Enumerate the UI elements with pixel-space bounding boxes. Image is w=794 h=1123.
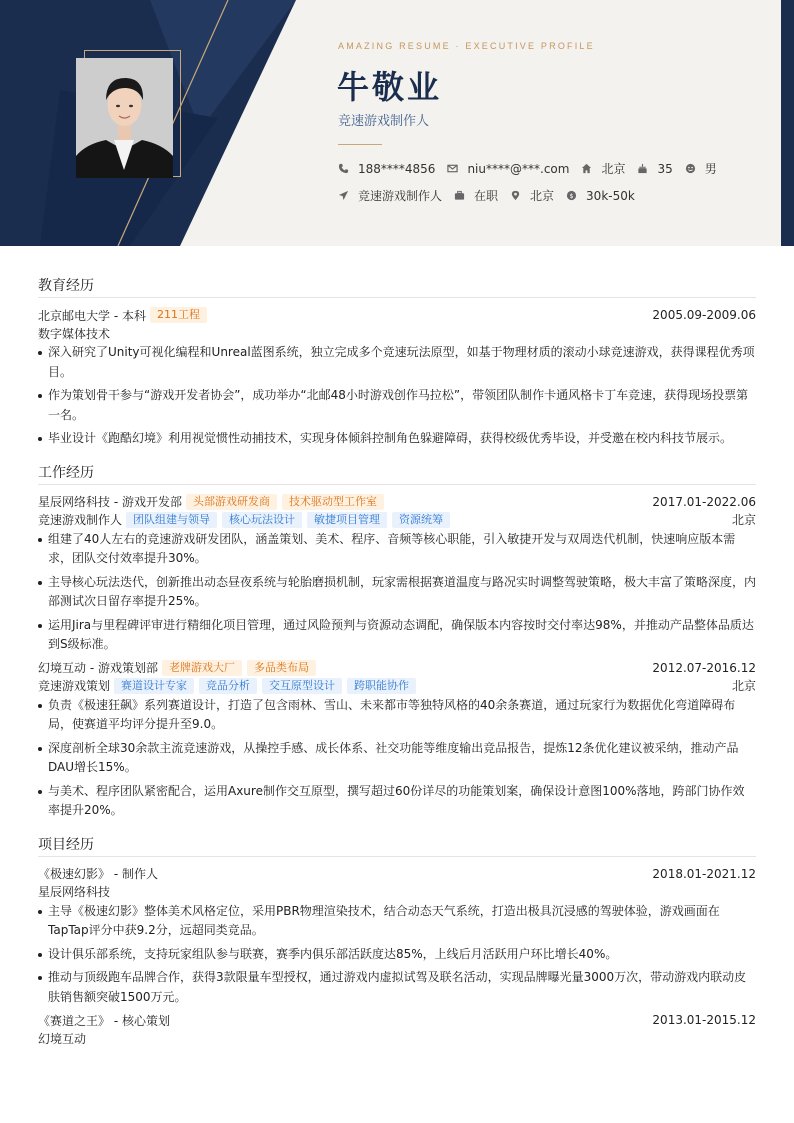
- skill-tag: 竞品分析: [199, 678, 257, 694]
- expected-salary: [566, 189, 635, 203]
- work-entry: [38, 659, 756, 821]
- position-name: 竞速游戏策划: [38, 679, 111, 693]
- header-tagline: AMAZING RESUME · EXECUTIVE PROFILE: [338, 41, 595, 51]
- project-org-line: [38, 1029, 756, 1047]
- list-item: 深度剖析全球30余款主流竞速游戏，从操控手感、成长体系、社交功能等维度输出竞品报告，提炼12条优化建议被采纳，推动产品DAU增长15%。: [38, 739, 756, 778]
- education-major-line: [38, 324, 756, 342]
- home-text: 北京: [601, 162, 626, 176]
- list-item: 推动与顶级跑车品牌合作，获得3款限量车型授权，通过游戏内虚拟试驾及联名活动，实现品牌曝光量3000万次，带动游戏内联动皮肤销售额突破1500万元。: [38, 968, 756, 1007]
- candidate-role: 竞速游戏制作人: [338, 114, 430, 129]
- skill-tag: 交互原型设计: [262, 678, 342, 694]
- project-header: [38, 1011, 756, 1029]
- project-date: 2013.01-2015.12: [652, 1013, 756, 1027]
- work-company-line: [38, 659, 756, 677]
- target-city-text: 北京: [530, 189, 555, 203]
- skill-tag: 敏捷项目管理: [307, 512, 387, 528]
- project-entry: [38, 1011, 756, 1047]
- contact-gender: [685, 160, 717, 177]
- resume-content: [38, 276, 756, 1061]
- project-entry: [38, 865, 756, 1008]
- project-name: 《赛道之王》 - 核心策划: [38, 1013, 170, 1028]
- contact-row-1: [338, 160, 729, 177]
- company-name: 幻境互动 - 游戏策划部: [38, 661, 158, 675]
- contact-home: [581, 160, 625, 177]
- work-date: 2012.07-2016.12: [652, 660, 756, 675]
- education-title: 教育经历: [38, 276, 756, 298]
- skill-tag: 团队组建与领导: [126, 512, 217, 528]
- project-name: 《极速幻影》 - 制作人: [38, 867, 158, 881]
- send-icon: [338, 190, 349, 201]
- major: 数字媒体技术: [38, 326, 111, 341]
- company-tag: 头部游戏研发商: [186, 494, 277, 510]
- job-status-text: 在职: [474, 189, 499, 203]
- work-title: 工作经历: [38, 463, 756, 485]
- home-icon: [581, 163, 592, 174]
- education-section: [38, 276, 756, 449]
- contact-age: [637, 162, 672, 176]
- email-text: niu****@***.com: [467, 161, 570, 176]
- list-item: 运用Jira与里程碑评审进行精细化项目管理，通过风险预判与资源动态调配，确保版本内容按时交付率达98%，并推动产品整体品质达到S级标准。: [38, 616, 756, 655]
- education-header: [38, 306, 756, 324]
- salary-icon: [566, 190, 577, 201]
- avatar: [76, 58, 173, 178]
- briefcase-icon: [454, 190, 465, 201]
- work-position-line: [38, 511, 756, 529]
- project-bullets: [38, 902, 756, 1008]
- company-name: 星辰网络科技 - 游戏开发部: [38, 495, 182, 509]
- project-org-line: [38, 883, 756, 901]
- skill-tag: 跨职能协作: [347, 678, 416, 694]
- school-tag: 211工程: [150, 307, 207, 323]
- smile-icon: [685, 163, 696, 174]
- work-date: 2017.01-2022.06: [652, 494, 756, 509]
- list-item: 与美术、程序团队紧密配合，运用Axure制作交互原型，撰写超过60份详尽的功能策划案，确保设计意图100%落地，跨部门协作效率提升20%。: [38, 782, 756, 821]
- project-header: [38, 865, 756, 883]
- list-item: 毕业设计《跑酷幻境》利用视觉惯性动捕技术，实现身体倾斜控制角色躲避障碍，获得校级优秀毕设，并受邀在校内科技节展示。: [38, 429, 756, 449]
- target-position: [338, 187, 442, 204]
- target-position-text: 竞速游戏制作人: [358, 189, 443, 203]
- cake-icon: [637, 163, 648, 174]
- age-text: 35: [657, 161, 673, 176]
- phone-icon: [338, 163, 349, 174]
- project-org: 星辰网络科技: [38, 885, 111, 899]
- projects-title: 项目经历: [38, 835, 756, 857]
- company-tag: 技术驱动型工作室: [282, 494, 384, 510]
- target-city: [510, 187, 554, 204]
- location-pin-icon: [510, 190, 521, 201]
- skill-tag: 资源统筹: [392, 512, 450, 528]
- contact-email: [447, 162, 569, 176]
- work-bullets: [38, 696, 756, 821]
- skill-tag: 赛道设计专家: [114, 678, 194, 694]
- list-item: 主导核心玩法迭代，创新推出动态昼夜系统与轮胎磨损机制，玩家需根据赛道温度与路况实时调整驾驶策略，极大丰富了策略深度，内部测试次日留存率提升25%。: [38, 573, 756, 612]
- gender-text: 男: [704, 162, 717, 176]
- phone-text: 188****4856: [358, 161, 436, 176]
- company-tag: 多品类布局: [247, 660, 316, 676]
- contact-row-2: [338, 187, 647, 204]
- list-item: 组建了40人左右的竞速游戏研发团队，涵盖策划、美术、程序、音频等核心职能，引入敏捷开发与双周迭代机制，快速响应版本需求，团队交付效率提升30%。: [38, 530, 756, 569]
- work-city: 北京: [731, 513, 756, 527]
- skill-tag: 核心玩法设计: [222, 512, 302, 528]
- company-tag: 老牌游戏大厂: [162, 660, 242, 676]
- project-org: 幻境互动: [38, 1031, 87, 1046]
- expected-salary-text: 30k-50k: [586, 188, 635, 203]
- list-item: 设计俱乐部系统，支持玩家组队参与联赛，赛季内俱乐部活跃度达85%，上线后月活跃用户环比增长40%。: [38, 945, 756, 965]
- list-item: 作为策划骨干参与“游戏开发者协会”，成功举办“北邮48小时游戏创作马拉松”，带领团队制作卡通风格卡丁车竞速，获得现场投票第一名。: [38, 386, 756, 425]
- job-status: [454, 187, 498, 204]
- candidate-name: 牛敬业: [337, 68, 443, 106]
- list-item: 主导《极速幻影》整体美术风格定位，采用PBR物理渲染技术，结合动态天气系统，打造出极具沉浸感的驾驶体验，游戏画面在TapTap评分中获9.2分，远超同类竞品。: [38, 902, 756, 941]
- resume-header: [0, 0, 794, 246]
- projects-section: [38, 835, 756, 1048]
- gold-divider: [338, 144, 382, 145]
- project-date: 2018.01-2021.12: [652, 866, 756, 881]
- header-right-bar: [781, 0, 794, 246]
- work-city: 北京: [731, 679, 756, 693]
- school-name: 北京邮电大学 - 本科: [38, 308, 146, 323]
- list-item: 深入研究了Unity可视化编程和Unreal蓝图系统，独立完成多个竞速玩法原型，如基于物理材质的滚动小球竞速游戏，获得课程优秀项目。: [38, 343, 756, 382]
- education-bullets: [38, 343, 756, 449]
- work-section: [38, 463, 756, 821]
- work-bullets: [38, 530, 756, 655]
- education-date: 2005.09-2009.06: [652, 308, 756, 322]
- work-entry: [38, 493, 756, 655]
- contact-phone: [338, 162, 435, 176]
- position-name: 竞速游戏制作人: [38, 513, 123, 527]
- svg-text:$: $: [569, 191, 574, 200]
- work-company-line: [38, 493, 756, 511]
- work-position-line: [38, 677, 756, 695]
- list-item: 负责《极速狂飙》系列赛道设计，打造了包含雨林、雪山、未来都市等独特风格的40余条赛道，通过玩家行为数据优化弯道障碍布局，使赛道平均评分提升至9.0。: [38, 696, 756, 735]
- mail-icon: [447, 163, 458, 174]
